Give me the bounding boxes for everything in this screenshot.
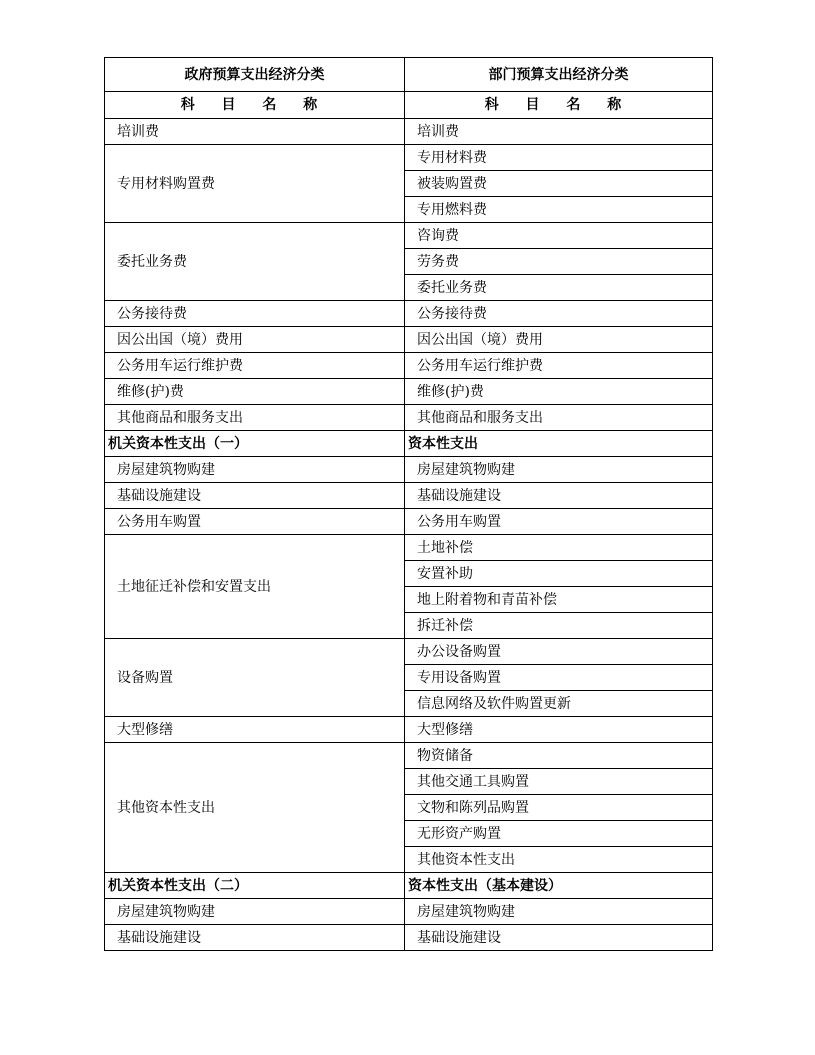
gov-subject-name-header: 科 目 名 称 [105,92,405,119]
gov-item-cell: 维修(护)费 [105,379,405,405]
table-row [105,639,713,665]
gov-item-cell: 公务用车运行维护费 [105,353,405,379]
dept-column-title: 部门预算支出经济分类 [405,58,713,92]
gov-item-cell: 房屋建筑物购建 [105,457,405,483]
dept-item-cell: 基础设施建设 [405,483,713,509]
dept-item-cell: 办公设备购置 [405,639,713,665]
table-row [105,119,713,145]
table-row [105,925,713,951]
dept-item-cell: 房屋建筑物购建 [405,899,713,925]
table-row [105,483,713,509]
gov-item-cell: 公务用车购置 [105,509,405,535]
dept-item-cell: 维修(护)费 [405,379,713,405]
section-row [105,431,713,457]
table-body [105,58,713,951]
dept-item-cell: 公务接待费 [405,301,713,327]
dept-item-cell: 培训费 [405,119,713,145]
gov-item-cell: 基础设施建设 [105,925,405,951]
dept-item-cell: 公务用车购置 [405,509,713,535]
gov-item-cell: 基础设施建设 [105,483,405,509]
gov-item-cell: 其他资本性支出 [105,743,405,873]
gov-section-title: 机关资本性支出（二） [105,873,405,899]
dept-item-cell: 专用材料费 [405,145,713,171]
header-row [105,58,713,92]
gov-column-title: 政府预算支出经济分类 [105,58,405,92]
table-row [105,223,713,249]
table-row [105,457,713,483]
dept-item-cell: 专用设备购置 [405,665,713,691]
gov-item-cell: 房屋建筑物购建 [105,899,405,925]
dept-item-cell: 专用燃料费 [405,197,713,223]
table-row [105,145,713,171]
dept-item-cell: 其他商品和服务支出 [405,405,713,431]
subheader-row [105,92,713,119]
dept-item-cell: 地上附着物和青苗补偿 [405,587,713,613]
gov-item-cell: 设备购置 [105,639,405,717]
table-row [105,509,713,535]
dept-item-cell: 房屋建筑物购建 [405,457,713,483]
dept-item-cell: 物资储备 [405,743,713,769]
gov-item-cell: 公务接待费 [105,301,405,327]
dept-item-cell: 文物和陈列品购置 [405,795,713,821]
gov-item-cell: 培训费 [105,119,405,145]
dept-item-cell: 劳务费 [405,249,713,275]
dept-item-cell: 咨询费 [405,223,713,249]
dept-item-cell: 其他资本性支出 [405,847,713,873]
table-row [105,405,713,431]
dept-item-cell: 因公出国（境）费用 [405,327,713,353]
dept-item-cell: 无形资产购置 [405,821,713,847]
dept-item-cell: 被装购置费 [405,171,713,197]
dept-section-title: 资本性支出（基本建设） [405,873,713,899]
classification-table [104,57,713,951]
table-row [105,899,713,925]
gov-item-cell: 其他商品和服务支出 [105,405,405,431]
section-row [105,873,713,899]
gov-item-cell: 委托业务费 [105,223,405,301]
table-row [105,301,713,327]
dept-item-cell: 大型修缮 [405,717,713,743]
gov-item-cell: 专用材料购置费 [105,145,405,223]
table-row [105,327,713,353]
dept-item-cell: 信息网络及软件购置更新 [405,691,713,717]
gov-section-title: 机关资本性支出（一） [105,431,405,457]
table-row [105,743,713,769]
dept-item-cell: 委托业务费 [405,275,713,301]
gov-item-cell: 因公出国（境）费用 [105,327,405,353]
dept-item-cell: 安置补助 [405,561,713,587]
dept-subject-name-header: 科 目 名 称 [405,92,713,119]
dept-item-cell: 公务用车运行维护费 [405,353,713,379]
dept-item-cell: 土地补偿 [405,535,713,561]
table-row [105,535,713,561]
gov-item-cell: 大型修缮 [105,717,405,743]
table-row [105,353,713,379]
gov-item-cell: 土地征迁补偿和安置支出 [105,535,405,639]
dept-item-cell: 基础设施建设 [405,925,713,951]
dept-item-cell: 其他交通工具购置 [405,769,713,795]
table-row [105,379,713,405]
dept-section-title: 资本性支出 [405,431,713,457]
table-row [105,717,713,743]
dept-item-cell: 拆迁补偿 [405,613,713,639]
